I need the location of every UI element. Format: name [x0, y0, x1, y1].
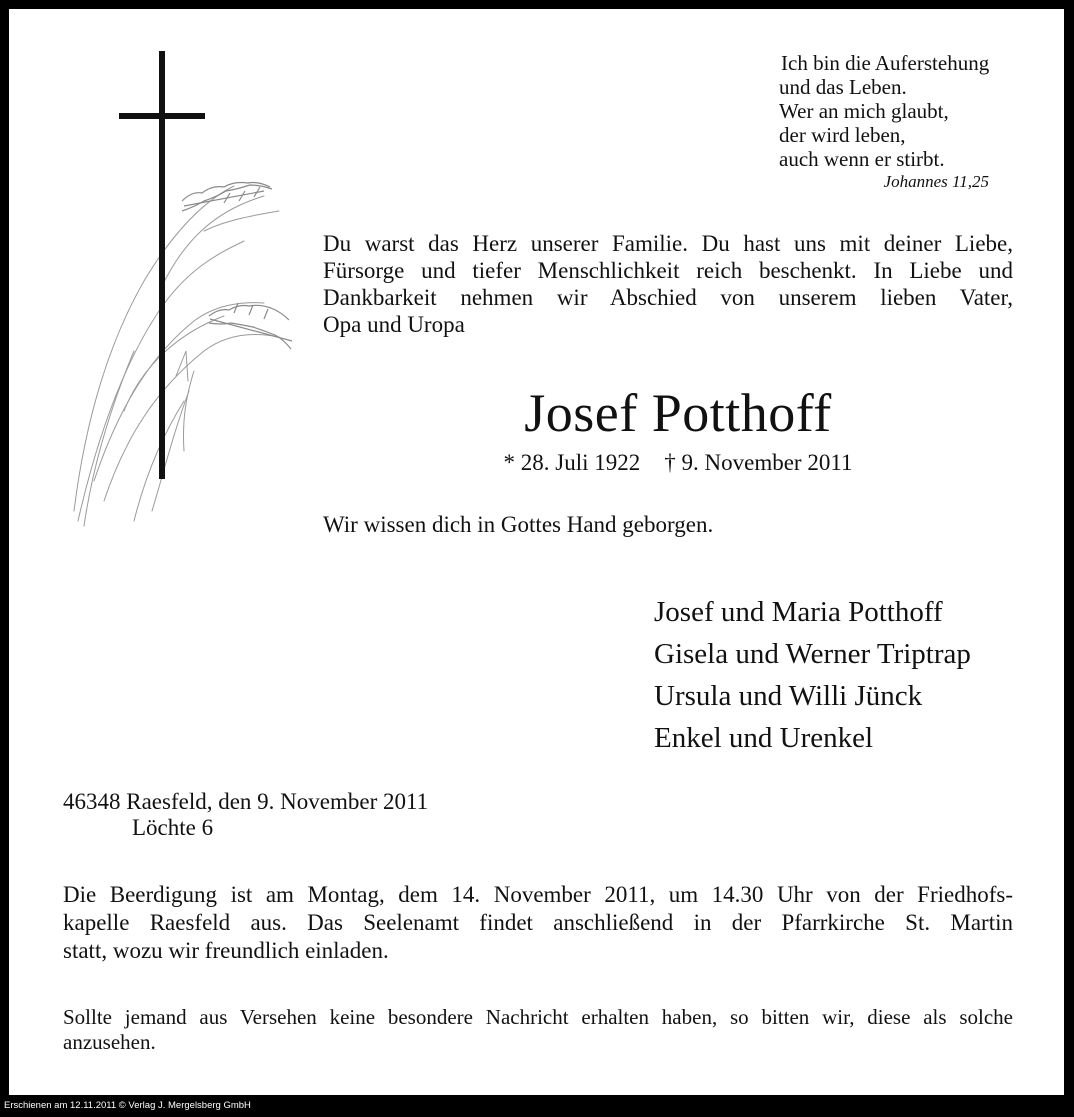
intro-line: Dankbarkeit nehmen wir Abschied von unserem lieben Vater,	[323, 285, 1013, 310]
notification-remark	[63, 1005, 1013, 1055]
verse-line: Ich bin die Auferstehung	[781, 51, 990, 75]
faith-statement: Wir wissen dich in Gottes Hand geborgen.	[323, 512, 714, 537]
verse-line: der wird leben,	[779, 123, 906, 147]
verse-line: Wer an mich glaubt,	[779, 99, 949, 123]
family-member: Ursula und Willi Jünck	[654, 680, 923, 712]
intro-line: Fürsorge und tiefer Menschlichkeit reich beschenkt. In Liebe und	[323, 258, 1013, 283]
intro-line: Opa und Uropa	[323, 312, 465, 337]
bible-verse	[779, 51, 1019, 193]
publication-footer: Erschienen am 12.11.2011 © Verlag J. Mergelsberg GmbH	[4, 1100, 251, 1111]
death-date: † 9. November 2011	[664, 450, 853, 475]
verse-line: und das Leben.	[779, 75, 907, 99]
address-block	[63, 789, 428, 841]
family-member: Gisela und Werner Triptrap	[654, 638, 971, 670]
place-and-date: 46348 Raesfeld, den 9. November 2011	[63, 789, 429, 814]
street-address: Löchte 6	[132, 815, 214, 840]
verse-line: auch wenn er stirbt.	[779, 147, 945, 171]
family-signatories	[654, 591, 971, 759]
intro-paragraph	[323, 230, 1013, 338]
verse-reference: Johannes 11,25	[883, 172, 989, 191]
funeral-line: Die Beerdigung ist am Montag, dem 14. November 2011, um 14.30 Uhr von der Friedhofs-	[63, 882, 1013, 907]
family-member: Enkel und Urenkel	[654, 722, 874, 754]
obituary-notice	[9, 9, 1064, 1095]
wheat-ears	[182, 183, 292, 350]
wheat-sketch	[74, 186, 279, 526]
deceased-name	[323, 381, 1013, 445]
funeral-line: kapelle Raesfeld aus. Das Seelenamt findet anschließend in der Pfarrkirche St. Martin	[63, 910, 1013, 935]
deceased-name-text: Josef Potthoff	[524, 383, 832, 443]
funeral-line: statt, wozu wir freundlich einladen.	[63, 938, 389, 963]
birth-date: * 28. Juli 1922	[503, 450, 641, 475]
life-dates	[323, 449, 1013, 477]
cross-with-wheat-illustration	[64, 51, 304, 531]
remark-line: Sollte jemand aus Versehen keine besondere Nachricht erhalten haben, so bitten wir, diese als solche	[63, 1005, 1013, 1029]
intro-line: Du warst das Herz unserer Familie. Du hast uns mit deiner Liebe,	[323, 231, 1013, 256]
remark-line: anzusehen.	[63, 1030, 156, 1054]
funeral-details	[63, 881, 1013, 965]
family-member: Josef und Maria Potthoff	[654, 596, 943, 628]
cross-icon	[119, 51, 205, 479]
